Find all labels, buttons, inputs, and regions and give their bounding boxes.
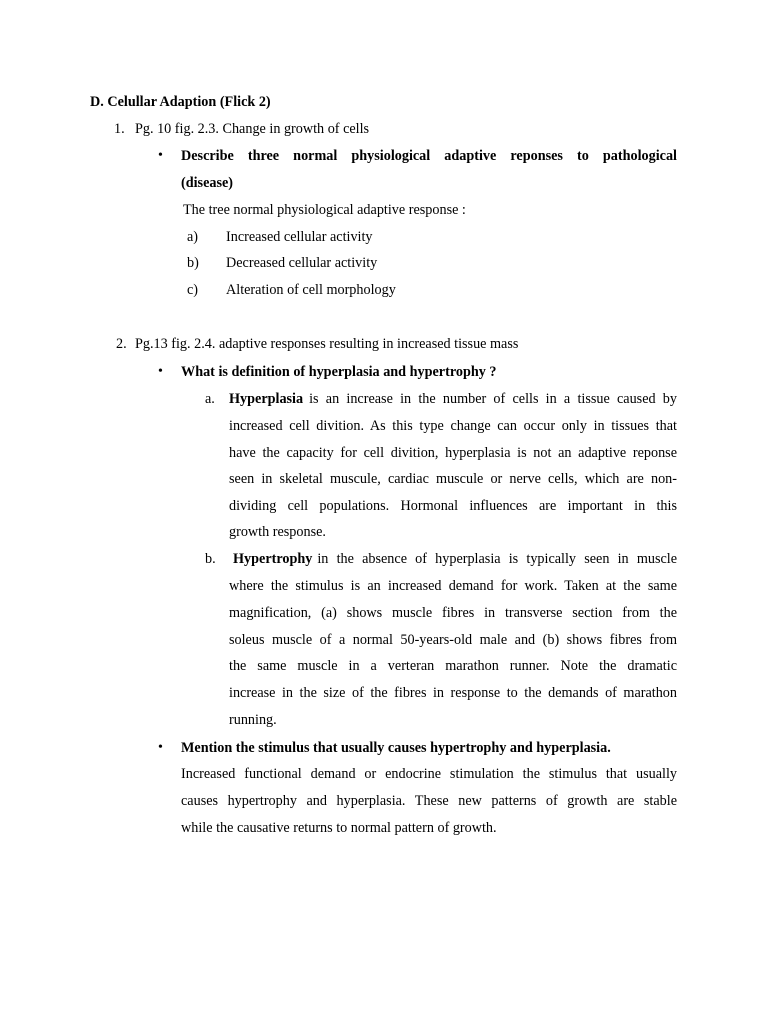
hyperplasia-line-4: seen in skeletal muscule, cardiac muscule or nerve cells, which are non- — [229, 471, 677, 487]
list-item-c: Alteration of cell morphology — [226, 282, 396, 298]
list-item-a: Increased cellular activity — [226, 229, 373, 245]
item-1-text: Pg. 10 fig. 2.3. Change in growth of cells — [135, 121, 370, 137]
hypertrophy-line-5: the same muscle in a verteran marathon runner. Note the dramatic — [229, 658, 677, 674]
hyperplasia-line-2: increased cell divition. As this type change can occur only in tissues that — [229, 418, 677, 434]
stimulus-answer-line-2: causes hypertrophy and hyperplasia. These new patterns of growth are stable — [181, 793, 677, 809]
question-describe-line-2: (disease) — [181, 175, 234, 191]
list-item-b: Decreased cellular activity — [226, 255, 378, 271]
stimulus-answer-line-3: while the causative returns to normal pattern of growth. — [181, 820, 497, 836]
hypertrophy-line-6: increase in the size of the fibres in response to the demands of marathon — [229, 685, 677, 701]
hypertrophy-first-line — [233, 550, 677, 568]
answer-intro: The tree normal physiological adaptive response : — [183, 202, 466, 218]
hypertrophy-line-7: running. — [229, 712, 277, 728]
hyperplasia-line-6: growth response. — [229, 524, 326, 540]
hyperplasia-line-1-rest: is an increase in the number of cells in a tissue caused by — [309, 391, 677, 407]
hypertrophy-line-2: where the stimulus is an increased demand for work. Taken at the same — [229, 578, 677, 594]
bullet-icon: • — [158, 740, 163, 755]
hyperplasia-first-line — [229, 390, 677, 408]
list-marker-a: a) — [187, 229, 199, 245]
hypertrophy-line-4: soleus muscle of a normal 50-years-old male and (b) shows fibres from — [229, 632, 677, 648]
hypertrophy-term: Hypertrophy — [233, 551, 313, 567]
hyperplasia-term: Hyperplasia — [229, 391, 304, 407]
question-definition: What is definition of hyperplasia and hypertrophy ? — [181, 364, 497, 380]
item-1-number: 1. — [114, 121, 125, 137]
hyperplasia-line-5: dividing cell populations. Hormonal influences are important in this — [229, 498, 677, 514]
item-2-text: Pg.13 fig. 2.4. adaptive responses resulting in increased tissue mass — [135, 336, 519, 352]
list-marker-b: b) — [187, 255, 199, 271]
stimulus-answer-line-1: Increased functional demand or endocrine stimulation the stimulus that usually — [181, 766, 677, 782]
hyperplasia-line-3: have the capacity for cell divition, hyperplasia is not an adaptive reponse — [229, 445, 677, 461]
hypertrophy-line-1-rest: in the absence of hyperplasia is typically seen in muscle — [317, 551, 677, 567]
bullet-icon: • — [158, 148, 163, 163]
section-heading: D. Celullar Adaption (Flick 2) — [90, 94, 271, 110]
item-2-number: 2. — [116, 336, 127, 352]
question-describe-line-1: Describe three normal physiological adaptive reponses to pathological — [181, 148, 677, 164]
bullet-icon: • — [158, 364, 163, 379]
sub-marker-a: a. — [205, 391, 215, 407]
hypertrophy-line-3: magnification, (a) shows muscle fibres in transverse section from the — [229, 605, 677, 621]
sub-marker-b: b. — [205, 551, 216, 567]
question-stimulus: Mention the stimulus that usually causes hypertrophy and hyperplasia. — [181, 740, 611, 756]
list-marker-c: c) — [187, 282, 199, 298]
